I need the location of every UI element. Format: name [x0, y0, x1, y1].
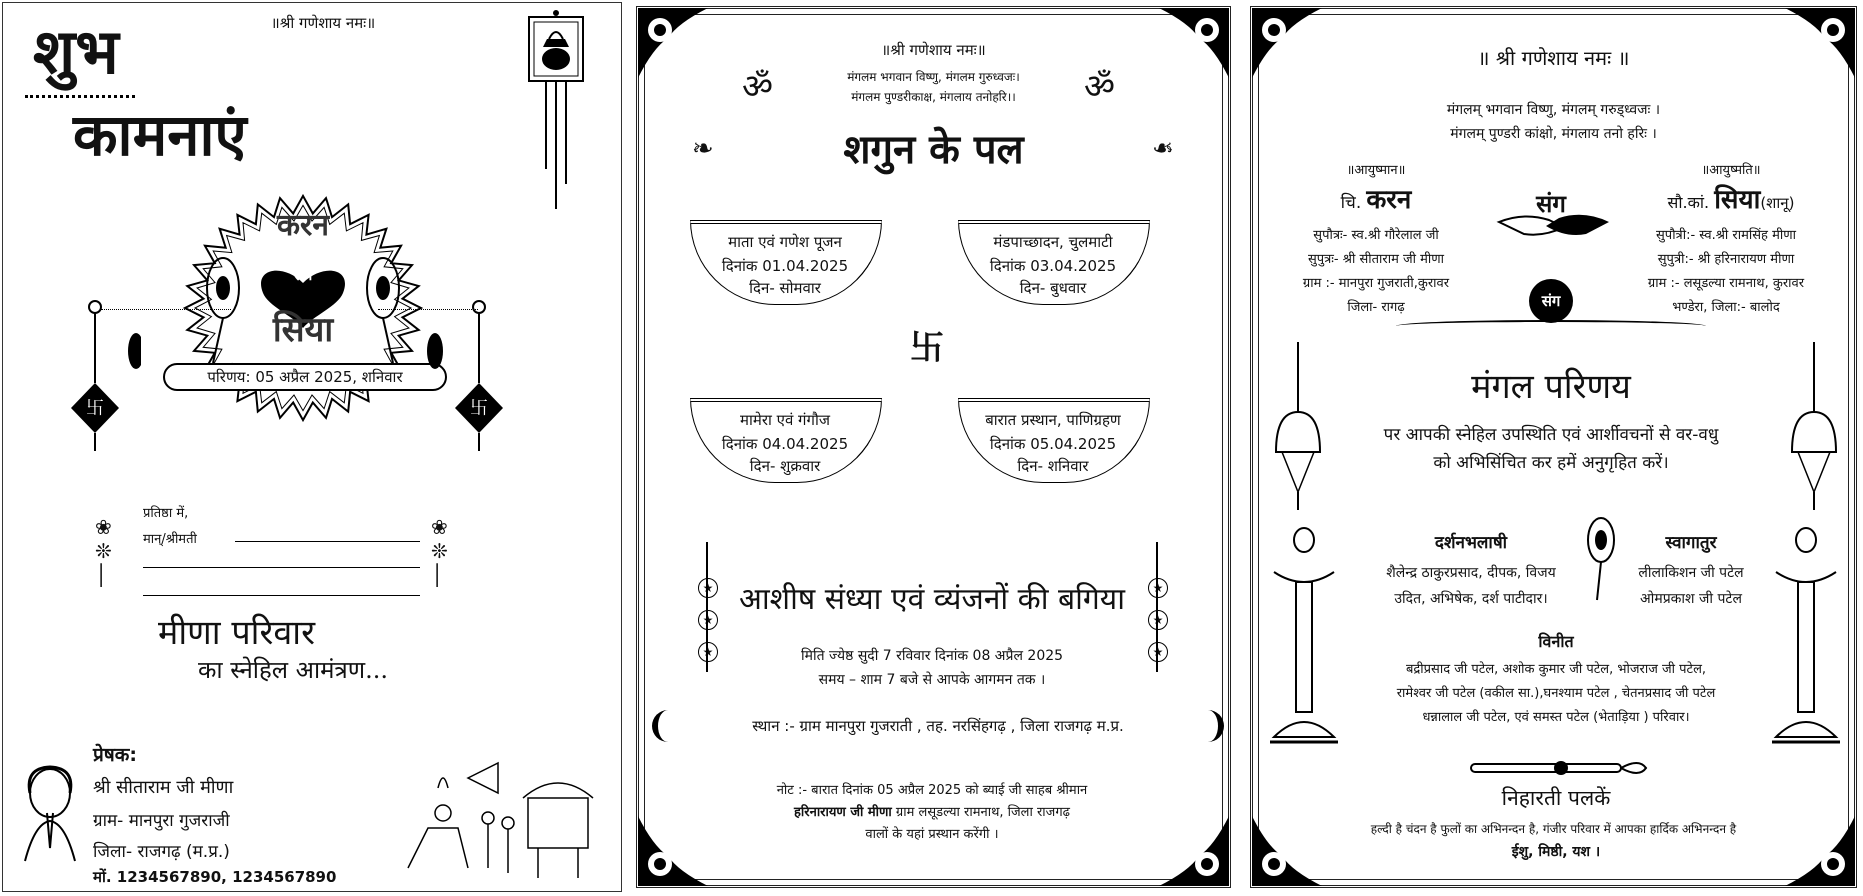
event-date: दिनांक 05.04.2025 [989, 435, 1117, 453]
diya-stand-left-icon [1264, 522, 1344, 752]
sender-district: जिला- राजगढ़ (म.प्र.) [93, 842, 230, 862]
flute-icon [1461, 754, 1651, 784]
event-day: दिन- शनिवार [1017, 457, 1089, 475]
sender-phone: मों. 1234567890, 1234567890 [93, 868, 337, 886]
swagat-name: ओमप्रकाश जी पटेल [1640, 591, 1742, 607]
closing-line: हल्दी है चंदन है फुलों का अभिनन्दन है, गंजीर परिवार में आपका हार्दिक अभिनन्दन है [1370, 822, 1737, 836]
shagun-ke-pal-title: शगुन के पल [843, 126, 1024, 173]
dotted-connector [101, 309, 231, 310]
ganesh-invocation: ॥श्री गणेशाय नमः॥ [270, 14, 376, 32]
groom-detail: सुपौत्रः- स्व.श्री गौरेलाल जी [1313, 228, 1439, 243]
note-line: नोट :- बारात दिनांक 05 अप्रैल 2025 को ब्याई जी साहब श्रीमान [776, 783, 1088, 798]
darshan-name: उदित, अभिषेक, दर्श पाटीदार। [1394, 591, 1548, 607]
event-card [938, 380, 1168, 490]
ganesh-right-icon: ॐ [1084, 67, 1116, 107]
children-names: ईशु, मिष्ठी, यश । [1511, 844, 1601, 860]
bride-name: सिया [1714, 185, 1761, 215]
address-line [143, 595, 420, 596]
groom-label: ॥आयुष्मान॥ [1346, 163, 1406, 178]
card-panel-couple [1246, 2, 1861, 892]
svg-text:卐: 卐 [470, 398, 488, 419]
address-line [143, 567, 420, 568]
groom-name: करन [1366, 185, 1412, 215]
dotted-connector [378, 309, 478, 310]
swastik-icon: 卐 [910, 328, 944, 368]
invitation-text: का स्नेहिल आमंत्रण... [198, 656, 388, 684]
sang-circle-badge: संग [1529, 279, 1573, 323]
groom-details [1256, 224, 1496, 320]
left-swastik-ornament-icon [61, 293, 141, 453]
vineet-name: रामेश्वर जी पटेल (वकील सा.),घनश्याम पटेल , चेतनप्रसाद जी पटेल [1396, 686, 1716, 701]
swagat-name: लीलाकिशन जी पटेल [1638, 565, 1744, 581]
hanging-lantern-right-icon [1784, 342, 1844, 512]
pratishtha-label: प्रतिष्ठा में, [143, 506, 189, 521]
venue-banner: स्थान :- ग्राम मानपुरा गुजराती , तह. नरसिंहगढ़ , जिला राजगढ़ म.प्र. [652, 710, 1224, 742]
bride-details [1606, 224, 1846, 320]
vineet-title: विनीत [1538, 632, 1574, 651]
baraat-procession-icon [388, 758, 613, 883]
marriage-date-badge: परिणय: 05 अप्रैल 2025, शनिवार [163, 363, 447, 391]
right-swastik-ornament-icon [423, 293, 513, 453]
bride-detail: ग्राम :- लसूडल्या रामनाथ, कुरावर [1647, 276, 1805, 291]
vertical-divider [706, 542, 708, 672]
sang-label: संग [1536, 190, 1566, 218]
darshan-names [1346, 560, 1596, 612]
ganesh-invocation: ॥ श्री गणेशाय नमः ॥ [1477, 46, 1630, 70]
groom-prefix: चि. [1340, 193, 1362, 213]
vineet-name: बद्रीप्रसाद जी पटेल, अशोक कुमार जी पटेल, भोजराज जी पटेल, [1405, 662, 1707, 677]
groom-detail: ग्राम :- मानपुरा गुजराती,कुरावर [1302, 276, 1450, 291]
bride-title [1616, 180, 1846, 216]
sender-village: ग्राम- मानपुरा गुजराजी [93, 811, 230, 831]
event-day: दिन- बुधवार [1019, 279, 1087, 297]
scroll-ornament-right-icon: ❧ [1152, 134, 1174, 164]
blessing-line: को अभिसिंचित कर हमें अनुगृहित करें। [1433, 453, 1669, 473]
event-date: दिनांक 01.04.2025 [721, 257, 849, 275]
note-bold-name: हरिनारायण जी मीणा [794, 805, 892, 820]
peacock-feather-icon [1583, 512, 1619, 602]
event-card [670, 380, 900, 490]
event-card [938, 202, 1168, 312]
scroll-ornament-left-icon: ❧ [692, 134, 714, 164]
note-rest: ग्राम लसूडल्या रामनाथ, जिला राजगढ़ [891, 805, 1070, 820]
manya-label: मान्/श्रीमती [143, 532, 197, 547]
mantra-line: मंगलम भगवान विष्णु, मंगलम गुरुध्वजः। [847, 70, 1020, 84]
note-line [672, 802, 1192, 820]
niharti-palke-title: निहारती पलकें [1501, 786, 1611, 810]
right-floral-icon: ❀ ❊ │ [431, 515, 448, 587]
bride-nickname: (शानू) [1760, 194, 1795, 212]
kamnayein-title: कामनाएं [73, 101, 247, 169]
groom-detail: सुपुत्रः- श्री सीताराम जी मीणा [1307, 252, 1445, 267]
star-column-left: ★ ★ ★ [698, 577, 718, 662]
family-name: मीणा परिवार [158, 613, 315, 653]
svg-text:卐: 卐 [86, 398, 104, 419]
blessing-line: पर आपकी स्नेहिल उपस्थिति एवं आर्शीवचनों से वर-वधु [1383, 425, 1719, 445]
event-name: मामेरा एवं गंगौज [740, 411, 830, 429]
groom-title [1286, 180, 1466, 216]
swagat-names [1616, 560, 1766, 612]
groom-detail: जिला- रागढ़ [1347, 300, 1405, 315]
panel-inner-border [1258, 14, 1849, 880]
bride-detail: भण्डेरा, जिला:- बालोद [1672, 300, 1780, 315]
groom-name: करन [277, 208, 329, 243]
event-card [670, 202, 900, 312]
event-day: दिन- शुक्रवार [749, 457, 821, 475]
left-floral-icon: ❀ ❊ │ [95, 515, 112, 587]
event-name: मंडपाच्छादन, चुलमाटी [993, 233, 1113, 251]
bride-prefix: सौ.कां. [1667, 193, 1710, 212]
event-name: बारात प्रस्थान, पाणिग्रहण [985, 411, 1121, 429]
event-day: दिन- सोमवार [749, 279, 821, 297]
card-panel-events [632, 2, 1235, 892]
title-ornament [25, 95, 135, 98]
ganesh-invocation: ॥श्री गणेशाय नमः॥ [881, 41, 986, 59]
mantra-line: मंगलम पुण्डरीकाक्ष, मंगलाय तनोहरि।। [851, 90, 1016, 104]
vineet-names [1336, 658, 1776, 730]
event-date: दिनांक 03.04.2025 [989, 257, 1117, 275]
bride-label: ॥आयुष्मति॥ [1701, 163, 1761, 178]
star-column-right: ★ ★ ★ [1148, 577, 1168, 662]
reception-time: समय – शाम 7 बजे से आपके आगमन तक । [818, 672, 1046, 688]
darshan-name: शैलेन्द्र ठाकुरप्रसाद, दीपक, विजय [1386, 565, 1556, 581]
diya-stand-right-icon [1766, 522, 1846, 752]
event-name: माता एवं गणेश पूजन [728, 233, 842, 251]
vertical-divider [1156, 542, 1158, 672]
note-line: वालों के यहां प्रस्थान करेंगी । [865, 827, 999, 842]
bride-detail: सुपुत्री:- श्री हरिनारायण मीणा [1657, 252, 1795, 267]
mantra-line: मंगलम् भगवान विष्णु, मंगलम् गरुड्ध्वजः । [1446, 102, 1661, 118]
namaste-icon [15, 763, 85, 863]
sang-label: संग [293, 266, 313, 284]
mangal-parinay-title: मंगल परिणय [1471, 367, 1631, 407]
bride-name: सिया [272, 310, 334, 350]
swagat-title: स्वागातुर [1665, 533, 1717, 553]
sender-label: प्रेषक: [93, 744, 137, 766]
ganesh-left-icon: ॐ [742, 67, 774, 107]
darshan-title: दर्शनभलाषी [1434, 533, 1508, 553]
card-panel-cover [2, 2, 622, 892]
swirl-divider [1396, 320, 1706, 332]
mantra-line: मंगलम् पुण्डरी कांक्षो, मंगलाय तनो हरिः । [1450, 126, 1657, 142]
holding-hands-icon [1494, 192, 1614, 252]
bride-detail: सुपौत्री:- स्व.श्री रामसिंह मीणा [1656, 228, 1796, 243]
event-date: दिनांक 04.04.2025 [721, 435, 849, 453]
sender-name: श्री सीताराम जी मीणा [93, 777, 234, 798]
reception-date: मिति ज्येष्ठ सुदी 7 रविवार दिनांक 08 अप्रैल 2025 [800, 648, 1064, 664]
vineet-name: धन्नालाल जी पटेल, एवं समस्त पटेल (भेताड़िया ) परिवार। [1422, 710, 1690, 725]
address-line [235, 541, 420, 542]
reception-title: आशीष संध्या एवं व्यंजनों की बगिया [739, 582, 1125, 617]
kalash-hanging-icon [521, 9, 591, 219]
shubh-title: शुभ [33, 15, 119, 88]
